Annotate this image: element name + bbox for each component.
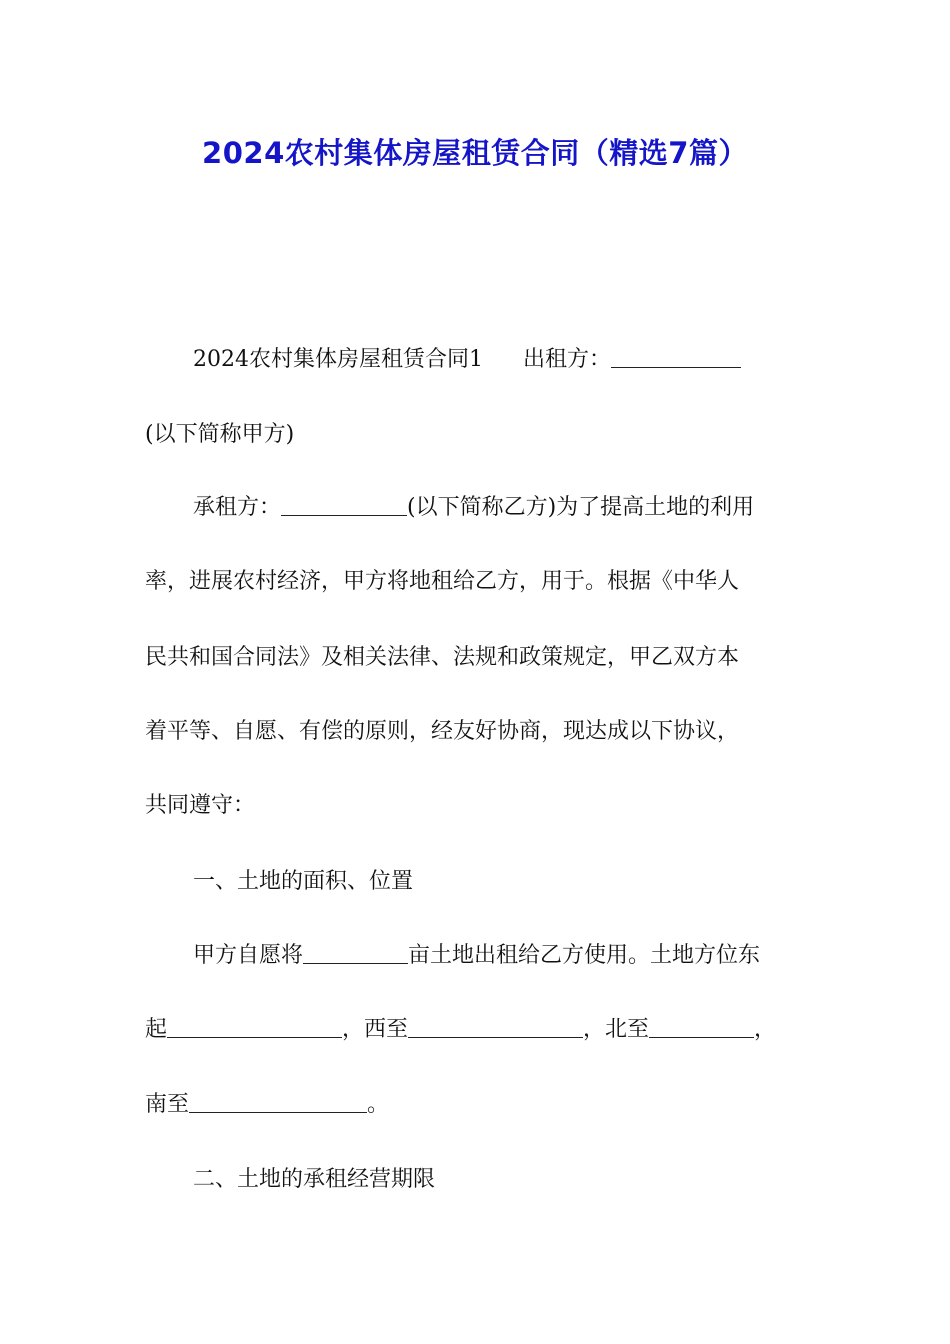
area-after: 亩土地出租给乙方使用。土地方位东 xyxy=(408,943,761,968)
paragraph-line: 共同遵守： xyxy=(145,793,256,818)
south-blank xyxy=(189,1090,367,1113)
paragraph-line: 民共和国合同法》及相关法律、法规和政策规定，甲乙双方本 xyxy=(145,645,740,670)
lessor-suffix: (以下简称甲方) xyxy=(145,422,295,447)
boundaries-line xyxy=(145,1012,815,1048)
paragraph-line: 率，进展农村经济，甲方将地租给乙方，用于。根据《中华人 xyxy=(145,569,740,594)
lessee-after: (以下简称乙方)为了提高土地的利用 xyxy=(407,495,755,520)
east-label: 起 xyxy=(145,1017,168,1042)
area-before: 甲方自愿将 xyxy=(193,943,304,968)
document-title: 2024农村集体房屋租赁合同（精选7篇） xyxy=(202,136,748,170)
south-label: 南至 xyxy=(145,1092,190,1117)
trailing-comma: ， xyxy=(754,1017,777,1042)
south-end: 。 xyxy=(367,1092,390,1117)
south-line xyxy=(145,1087,815,1123)
section-heading: 一、土地的面积、位置 xyxy=(193,869,414,894)
west-blank xyxy=(408,1015,583,1038)
area-blank xyxy=(303,941,408,964)
section-heading: 二、土地的承租经营期限 xyxy=(193,1167,436,1192)
west-label: ，西至 xyxy=(342,1017,409,1042)
paragraph-line: 着平等、自愿、有偿的原则，经友好协商，现达成以下协议， xyxy=(145,719,740,744)
east-blank xyxy=(167,1015,342,1038)
contract-heading-line xyxy=(193,342,863,378)
lessor-blank xyxy=(611,345,741,368)
lessee-blank xyxy=(281,493,407,516)
north-label: ，北至 xyxy=(583,1017,650,1042)
area-line xyxy=(193,938,863,974)
north-blank xyxy=(649,1015,754,1038)
contract-heading: 2024农村集体房屋租赁合同1 xyxy=(193,347,483,372)
lessee-line xyxy=(193,490,863,526)
lessor-label: 出租方： xyxy=(523,347,612,372)
lessee-label: 承租方： xyxy=(193,495,282,520)
